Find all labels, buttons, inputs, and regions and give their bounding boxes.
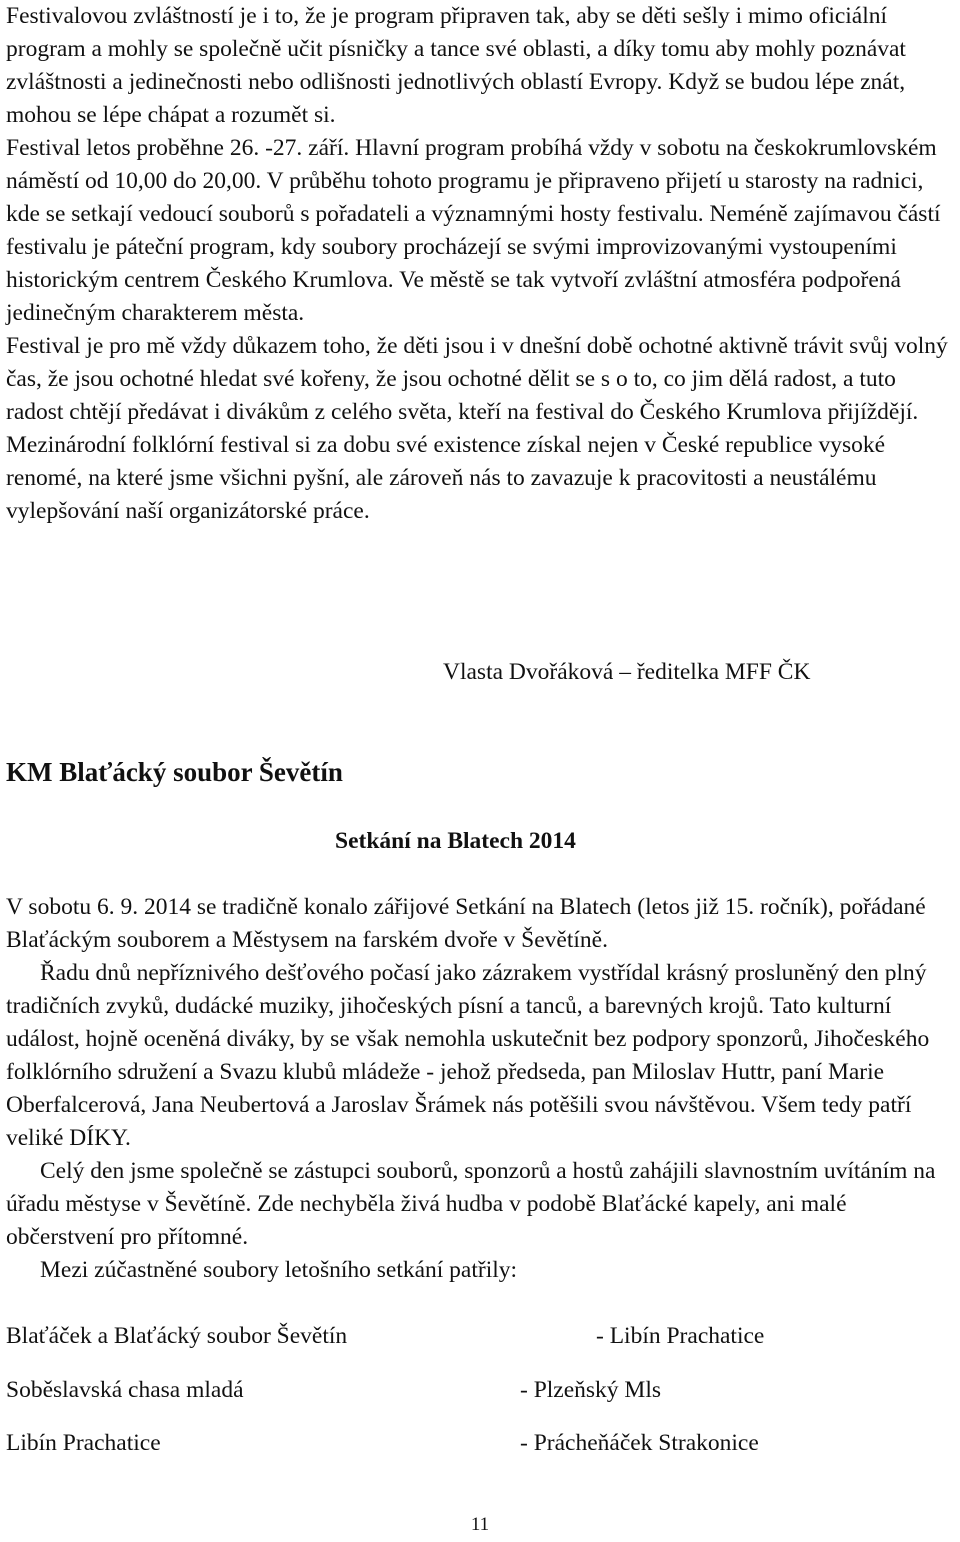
intro-paragraph-1: Festivalovou zvláštností je i to, že je program připraven tak, aby se děti sešly i mimo oficiální program a mohly se společně učit písničky a tance své oblasti, a díky tomu aby mohly poznávat zvláštnosti a jedinečnosti nebo odlišnosti jednotlivých oblastí Evropy. Když se budou lépe znát, mohou se lépe chápat a rozumět si. <box>6 3 906 128</box>
ensemble-right: - Libín Prachatice <box>596 1323 765 1349</box>
ensemble-right: - Plzeňský Mls <box>520 1377 661 1403</box>
body-paragraph-4: Mezi zúčastněné soubory letošního setkání patřily: <box>40 1257 518 1283</box>
sub-heading: Setkání na Blatech 2014 <box>335 828 576 854</box>
article-body <box>0 891 960 1287</box>
ensemble-right: - Prácheňáček Strakonice <box>520 1430 759 1456</box>
intro-paragraph-4: Mezinárodní folklórní festival si za dobu své existence získal nejen v České republice vysoké renomé, na které jsme všichni pyšní, ale zároveň nás to zavazuje k pracovitosti a neustálému vylepšování naší organizátorské práce. <box>6 432 886 524</box>
ensemble-left: Blaťáček a Blaťácký soubor Ševětín <box>6 1323 348 1349</box>
ensemble-left: Libín Prachatice <box>6 1430 161 1456</box>
body-paragraph-1: V sobotu 6. 9. 2014 se tradičně konalo zářijové Setkání na Blatech (letos již 15. ročník), pořádané Blaťáckým souborem a Městysem na farském dvoře v Ševětíně. <box>6 894 926 953</box>
ensemble-row <box>6 1320 946 1353</box>
ensemble-row <box>6 1374 946 1407</box>
signature: Vlasta Dvořáková – ředitelka MFF ČK <box>443 659 811 685</box>
ensemble-row <box>6 1427 946 1460</box>
intro-paragraph-2: Festival letos proběhne 26. -27. září. Hlavní program probíhá vždy v sobotu na českokrumlovském náměstí od 10,00 do 20,00. V průběhu tohoto programu je připraveno přijetí u starosty na radnici, kde se setkají vedoucí souborů s pořadateli a významnými hosty festivalu. Neméně zajímavou částí festivalu je páteční program, kdy soubory procházejí se svými improvizovanými vystoupeními historickým centrem Českého Krumlova. Ve městě se tak vytvoří zvláštní atmosféra podpořená jedinečným charakterem města. <box>6 135 941 326</box>
ensemble-left: Soběslavská chasa mladá <box>6 1377 244 1403</box>
section-heading: KM Blaťácký soubor Ševětín <box>6 757 343 787</box>
intro-text <box>0 0 960 528</box>
page-number: 11 <box>470 1514 490 1535</box>
body-paragraph-2: Řadu dnů nepříznivého dešťového počasí jako zázrakem vystřídal krásný prosluněný den plný tradičních zvyků, dudácké muziky, jihočeských písní a tanců, a barevných krojů. Tato kulturní událost, hojně oceněná diváky, by se však nemohla uskutečnit bez podpory sponzorů, Jihočeského folklórního sdružení a Svazu klubů mládeže - jehož předseda, pan Miloslav Huttr, paní Marie Oberfalcerová, Jana Neubertová a Jaroslav Šrámek nás potěšili svou návštěvou. Všem tedy patří veliké DÍKY. <box>6 960 930 1151</box>
intro-paragraph-3: Festival je pro mě vždy důkazem toho, že děti jsou i v dnešní době ochotné aktivně trávit svůj volný čas, že jsou ochotné hledat své kořeny, že jsou ochotné dělit se s o to, co jim dělá radost, a tuto radost chtějí předávat i divákům z celého světa, kteří na festival do Českého Krumlova přijíždějí. <box>6 333 948 425</box>
body-paragraph-3: Celý den jsme společně se zástupci souborů, sponzorů a hostů zahájili slavnostním uvítáním na úřadu městyse v Ševětíně. Zde nechyběla živá hudba v podobě Blaťácké kapely, ani malé občerstvení pro přítomné. <box>6 1158 936 1250</box>
